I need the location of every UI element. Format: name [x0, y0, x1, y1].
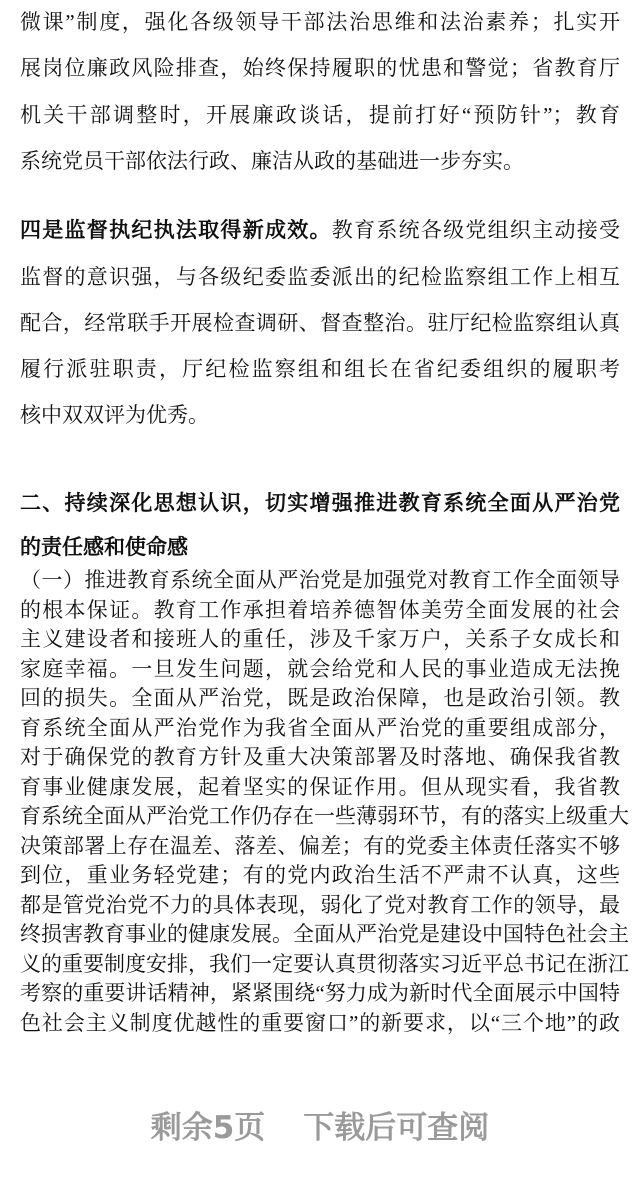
text-line: 考察的重要讲话精神，紧紧围绕“努力成为新时代全面展示中国特 — [20, 981, 620, 1005]
text-line: 育系统全面从严治党作为我省全面从严治党的重要组成部分， — [20, 715, 620, 740]
text-line: 都是管党治党不力的具体表现，弱化了党对教育工作的领导，最 — [20, 892, 620, 917]
text-line: 家庭幸福。一旦发生问题，就会给党和人民的事业造成无法挽 — [20, 656, 620, 681]
text-line: 到位，重业务轻党建；有的党内政治生活不严肃不认真，这些 — [20, 863, 620, 887]
text-line: 配合，经常联手开展检查调研、督查整治。驻厅纪检监察组认真 — [20, 311, 620, 335]
bold-lead-text: 四是监督执纪执法取得新成效。 — [20, 218, 332, 242]
remaining-pages-label[interactable]: 剩余5页 — [150, 1110, 266, 1146]
download-prompt[interactable] — [0, 1102, 640, 1147]
text-line: 终损害教育事业的健康发展。全面从严治党是建设中国特色社会主 — [20, 922, 629, 946]
text-line: 对于确保党的教育方针及重大决策部署及时落地、确保我省教 — [20, 745, 620, 769]
text-line — [20, 216, 620, 244]
text-line: 义的重要制度安排，我们一定要认真贯彻落实习近平总书记在浙江 — [20, 951, 629, 976]
download-to-view-label[interactable]: 下载后可查阅 — [303, 1110, 490, 1146]
text-line: 育事业健康发展，起着坚实的保证作用。但从现实看，我省教 — [20, 774, 620, 799]
text-line: 色社会主义制度优越性的重要窗口”的新要求，以“三个地”的政 — [20, 1010, 620, 1035]
text-line: 决策部署上存在温差、落差、偏差；有的党委主体责任落实不够 — [20, 833, 620, 858]
heading-line: 的责任感和使命感 — [20, 535, 188, 559]
text-line: 的根本保证。教育工作承担着培养德智体美劳全面发展的社会 — [20, 597, 620, 622]
text-line: 机关干部调整时，开展廉政谈话，提前打好“预防针”；教育 — [20, 103, 620, 127]
text-line: 核中双双评为优秀。 — [20, 403, 209, 427]
text-line: 监督的意识强，与各级纪委监委派出的纪检监察组工作上相互 — [20, 265, 620, 289]
heading-line: 二、持续深化思想认识，切实增强推进教育系统全面从严治党 — [20, 491, 620, 515]
text-line: 主义建设者和接班人的重任，涉及千家万户，关系子女成长和 — [20, 627, 620, 651]
text-line: 系统党员干部依法行政、廉洁从政的基础进一步夯实。 — [20, 149, 524, 173]
text-line: （一）推进教育系统全面从严治党是加强党对教育工作全面领导 — [20, 568, 620, 592]
text-line: 微课”制度，强化各级领导干部法治思维和法治素养；扎实开 — [20, 10, 620, 34]
text-line: 展岗位廉政风险排查，始终保持履职的忧患和警觉；省教育厅 — [20, 56, 620, 80]
text-line: 育系统全面从严治党工作仍存在一些薄弱环节，有的落实上级重大 — [20, 804, 629, 828]
text-line: 回的损失。全面从严治党，既是政治保障，也是政治引领。教 — [20, 686, 620, 710]
text-line: 履行派驻职责，厅纪检监察组和组长在省纪委组织的履职考 — [20, 357, 620, 381]
text-fragment: 教育系统各级党组织主动接受 — [331, 218, 621, 242]
